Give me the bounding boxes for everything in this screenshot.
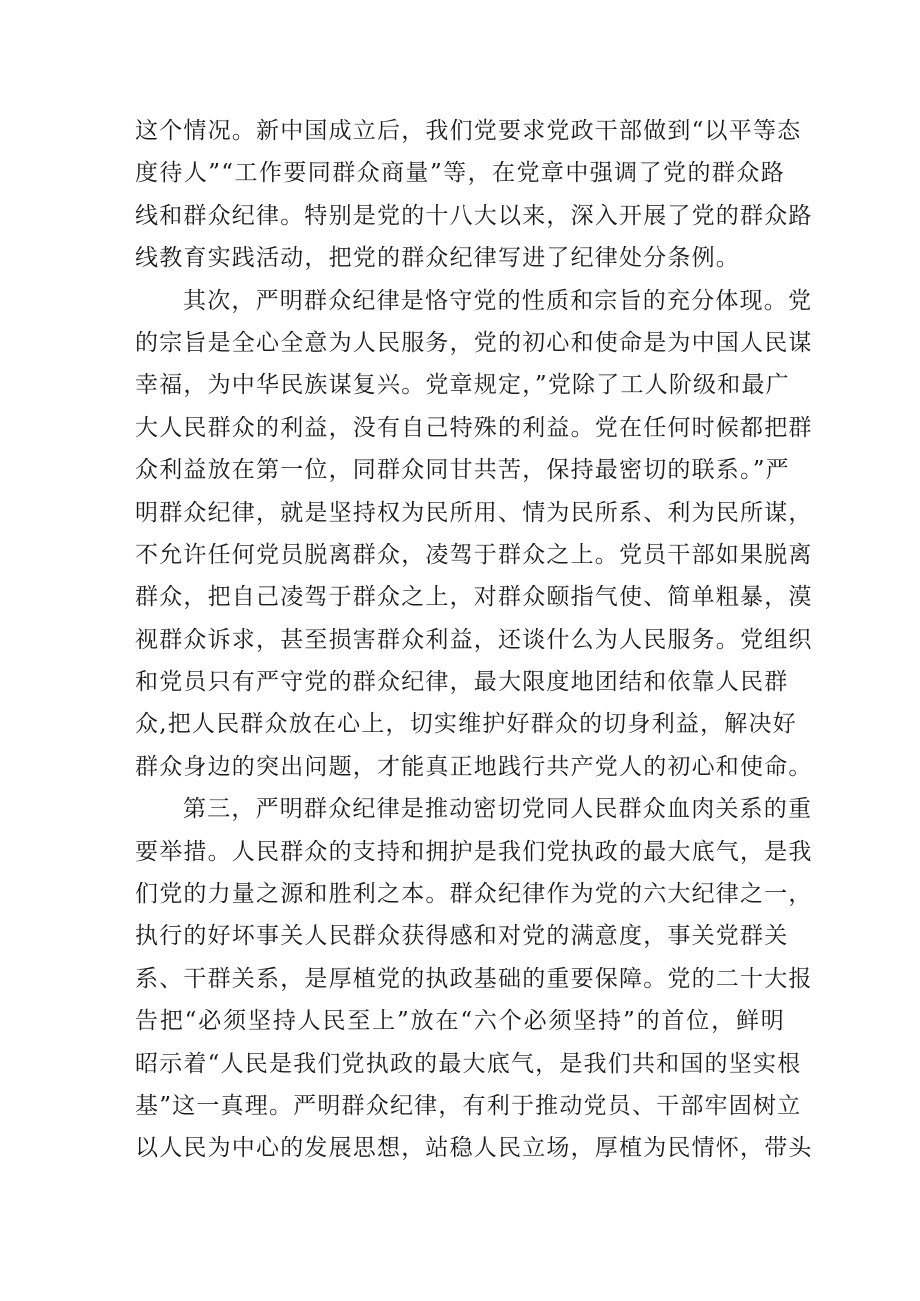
paragraph-start-line: 第三，严明群众纪律是推动密切党同人民群众血肉关系的重 bbox=[183, 796, 813, 823]
text-line: 这个情况。新中国成立后，我们党要求党政干部做到“以平等态 bbox=[135, 118, 802, 144]
text-line: 线和群众纪律。特别是党的十八大以来，深入开展了党的群众路 bbox=[135, 202, 813, 229]
text-line: 大人民群众的利益，没有自己特殊的利益。党在任何时候都把群 bbox=[135, 414, 813, 441]
text-line: 和党员只有严守党的群众纪律，最大限度地团结和依靠人民群 bbox=[135, 669, 789, 696]
text-line: 的宗旨是全心全意为人民服务，党的初心和使命是为中国人民谋 bbox=[135, 329, 813, 356]
text-line: 群众身边的突出问题，才能真正地践行共产党人的初心和使命。 bbox=[135, 753, 813, 780]
text-line: 明群众纪律，就是坚持权为民所用、情为民所系、利为民所谋， bbox=[135, 499, 813, 526]
text-line: 不允许任何党员脱离群众，凌驾于群众之上。党员干部如果脱离 bbox=[135, 541, 813, 568]
text-line: 告把“必须坚持人民至上”放在“六个必须坚持”的首位，鲜明 bbox=[135, 1008, 785, 1035]
body-text bbox=[135, 110, 813, 1170]
text-line: 们党的力量之源和胜利之本。群众纪律作为党的六大纪律之一， bbox=[135, 881, 813, 908]
text-line: 幸福，为中华民族谋复兴。党章规定，”党除了工人阶级和最广 bbox=[135, 372, 790, 399]
text-line: 昭示着“人民是我们党执政的最大底气，是我们共和国的坚实根 bbox=[135, 1050, 802, 1077]
text-line: 要举措。人民群众的支持和拥护是我们党执政的最大底气，是我 bbox=[135, 838, 813, 865]
text-line: 基”这一真理。严明群众纪律，有利于推动党员、干部牢固树立 bbox=[135, 1092, 802, 1119]
text-line: 以人民为中心的发展思想，站稳人民立场，厚植为民情怀，带头 bbox=[135, 1135, 813, 1162]
text-line: 度待人”“工作要同群众商量”等，在党章中强调了党的群众路 bbox=[135, 160, 785, 187]
text-line: 众,把人民群众放在心上，切实维护好群众的切身利益，解决好 bbox=[135, 711, 797, 738]
text-line: 执行的好坏事关人民群众获得感和对党的满意度，事关党群关 bbox=[135, 923, 789, 950]
text-line: 众利益放在第一位，同群众同甘共苦，保持最密切的联系。”严 bbox=[135, 457, 790, 484]
text-line: 线教育实践活动，把党的群众纪律写进了纪律处分条例。 bbox=[135, 245, 740, 272]
text-line: 系、干群关系，是厚植党的执政基础的重要保障。党的二十大报 bbox=[135, 965, 813, 992]
text-line: 群众，把自己凌驾于群众之上，对群众颐指气使、简单粗暴，漠 bbox=[135, 584, 813, 611]
text-line: 视群众诉求，甚至损害群众利益，还谈什么为人民服务。党组织 bbox=[135, 626, 813, 653]
paragraph-start-line: 其次，严明群众纪律是恪守党的性质和宗旨的充分体现。党 bbox=[183, 287, 813, 314]
